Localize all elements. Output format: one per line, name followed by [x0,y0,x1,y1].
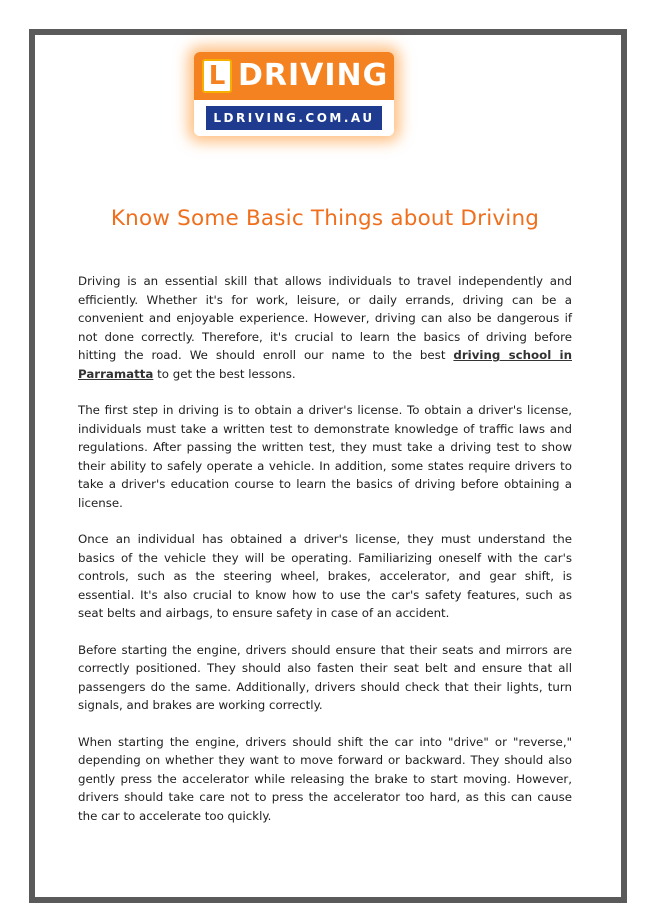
logo-top-band [194,52,394,100]
paragraph-3: Once an individual has obtained a driver's license, they must understand the basics of the vehicle they will be operating. Familiarizing oneself with the car's controls, such as the steering wheel, brakes, accelerator, and gear shift, is essential. It's also crucial to know how to use the car's safety features, such as seat belts and airbags, to ensure safety in case of an accident. [78,532,572,620]
logo-badge: L [202,59,232,93]
page-title: Know Some Basic Things about Driving [110,206,540,231]
driving-school-link[interactable]: driving school in Parramatta [78,348,572,381]
paragraph-2: The first step in driving is to obtain a driver's license. To obtain a driver's license, individuals must take a written test to demonstrate knowledge of traffic laws and regulations. After passing the written test, they must take a driving test to show their ability to safely operate a vehicle. In addition, some states require drivers to take a driver's education course to learn the basics of driving before obtaining a license. [78,403,572,510]
paragraph-5: When starting the engine, drivers should shift the car into "drive" or "reverse," depending on whether they want to move forward or backward. They should also gently press the accelerator while releasing the brake to start moving. However, drivers should take care not to press the accelerator too hard, as this can cause the car to accelerate too quickly. [78,734,572,823]
logo-bottom-band [194,100,394,136]
article-body [78,272,572,843]
paragraph-1 [78,272,572,383]
logo-domain: LDRIVING.COM.AU [206,106,382,130]
paragraph-4: Before starting the engine, drivers should ensure that their seats and mirrors are correctly positioned. They should also fasten their seat belt and ensure that all passengers do the same. Additionally, drivers should check that their lights, turn signals, and brakes are working correctly. [78,642,572,712]
logo-wordmark: DRIVING [238,58,389,93]
ldriving-logo [194,52,394,136]
paragraph-1-text-after: to get the best lessons. [153,366,296,381]
paragraph-1-text-before: Driving is an essential skill that allows individuals to travel independently and efficiently. Whether it's for work, leisure, or daily errands, driving can be a convenient and enjoyable experience. However, driving can also be dangerous if not done correctly. Therefore, it's crucial to learn the basics of driving before hitting the road. We should enroll our name to the best [78,274,572,362]
